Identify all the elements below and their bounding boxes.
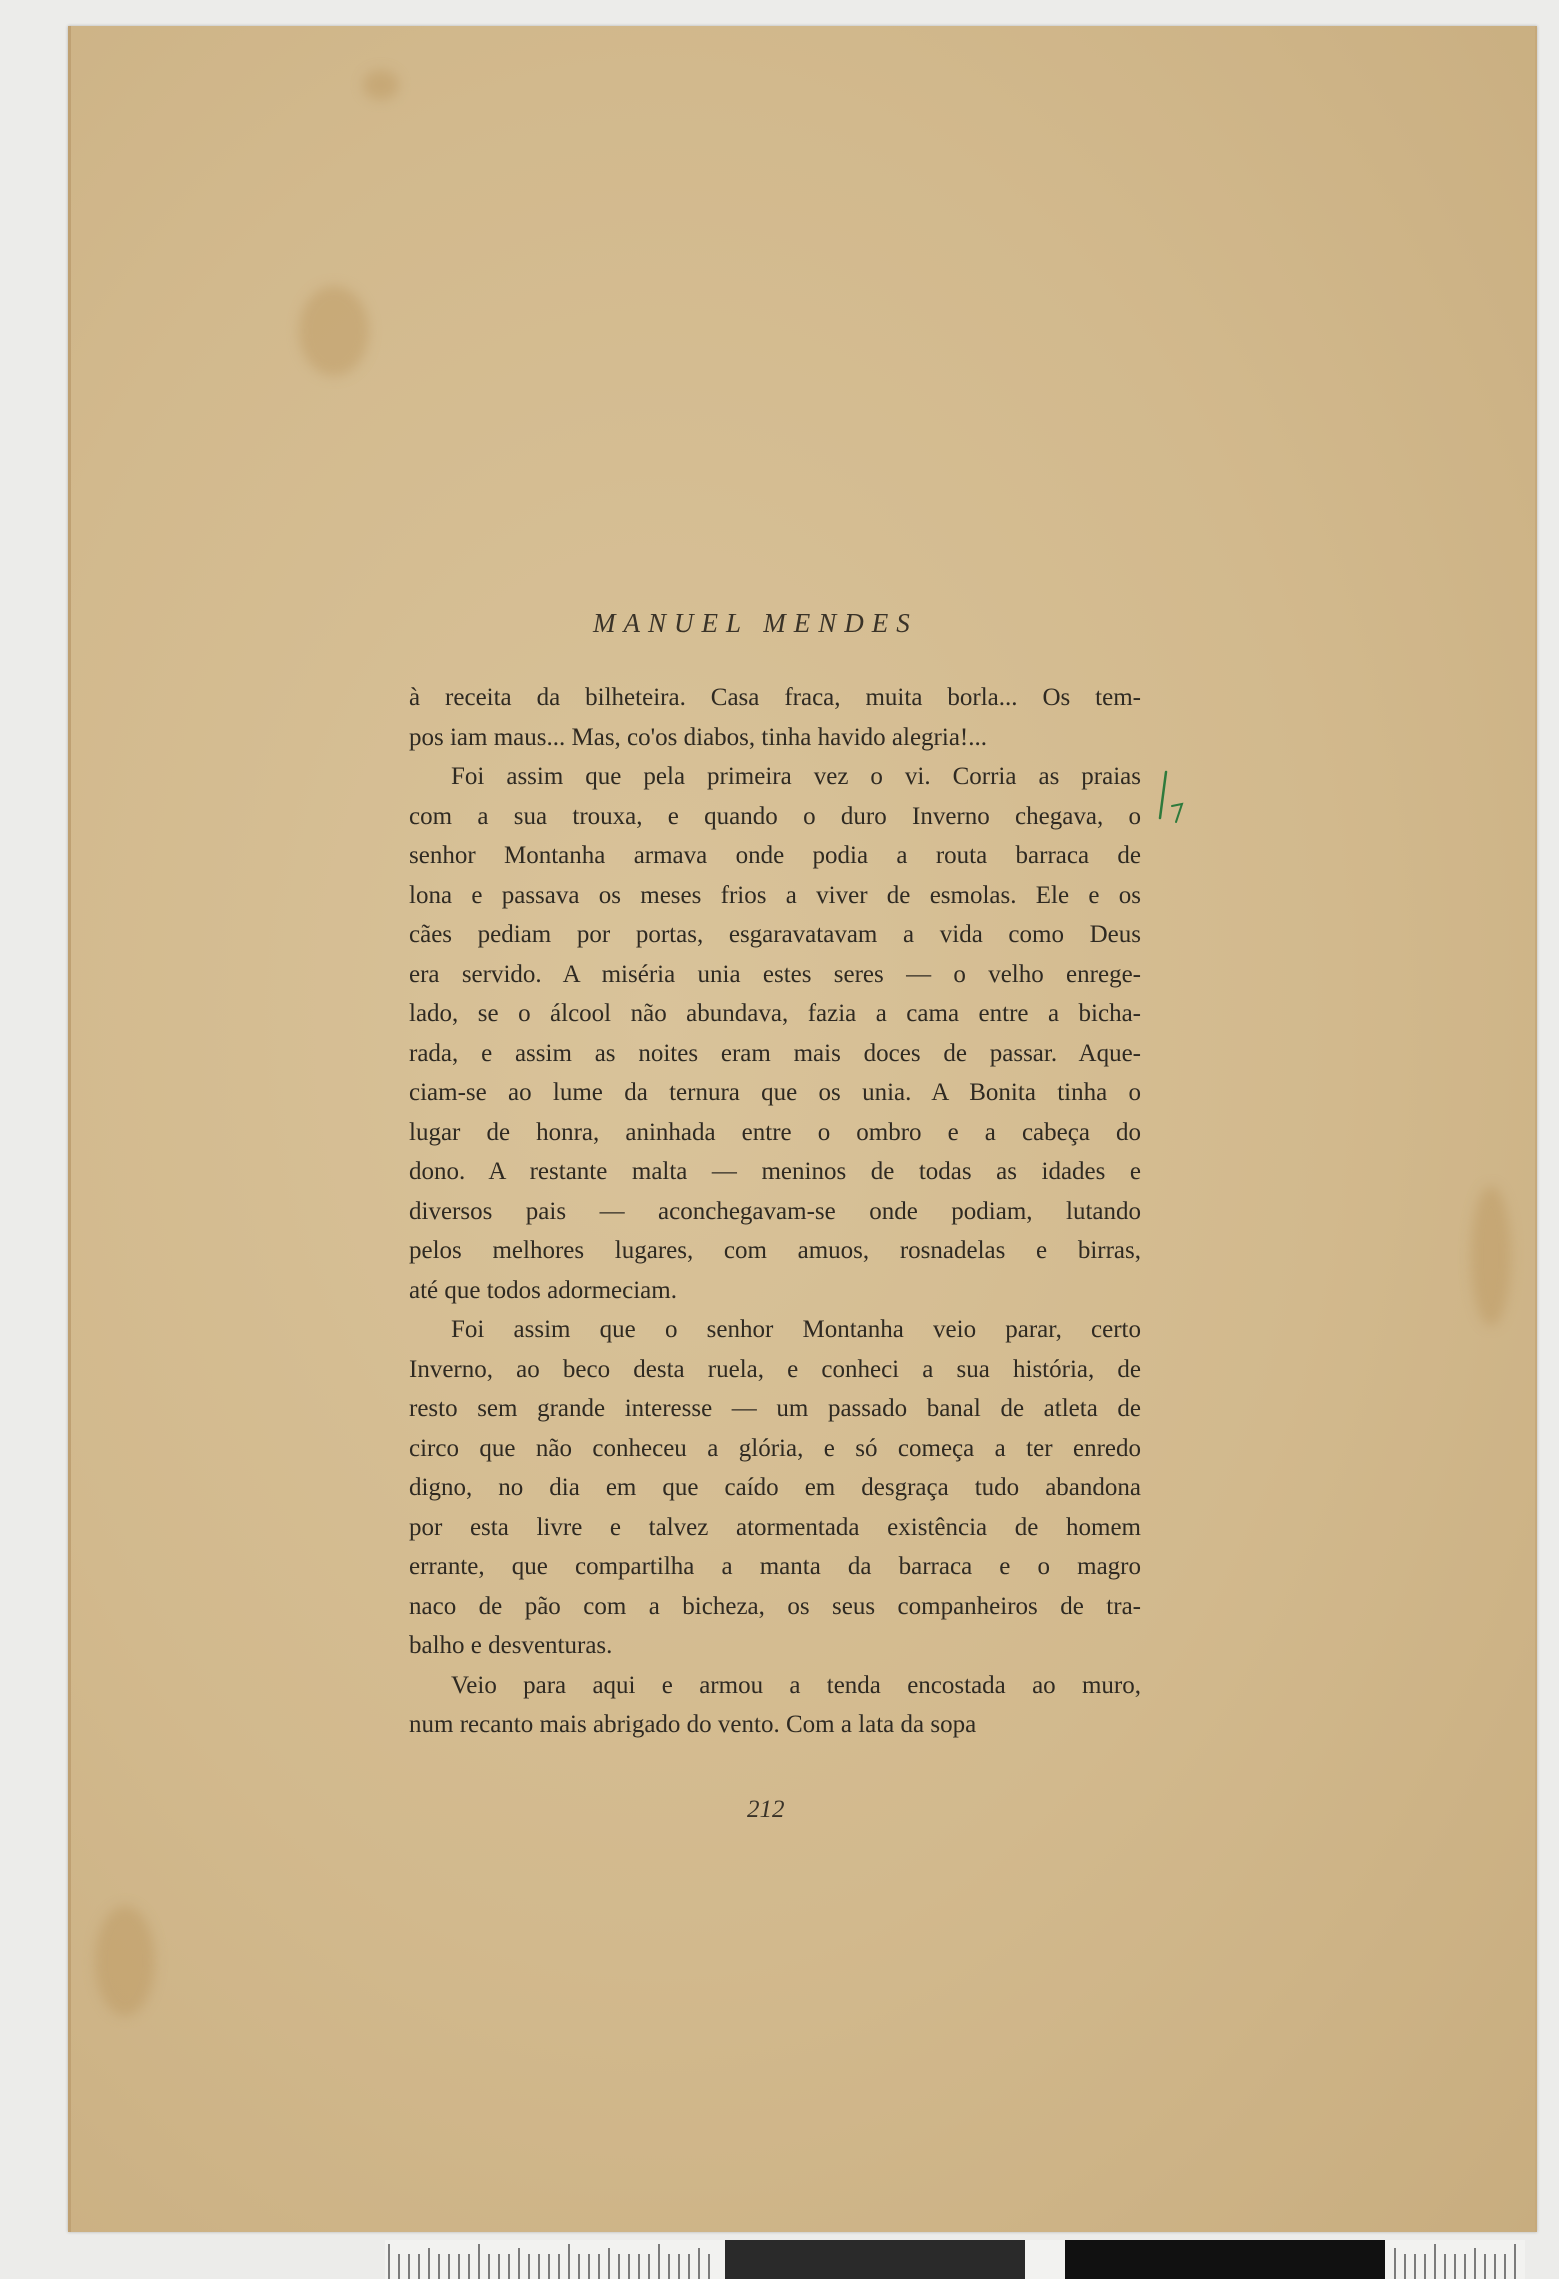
paper-stain (363, 70, 399, 100)
paper-stain (95, 1906, 155, 2016)
text-line: à receita da bilheteira. Casa fraca, muita borla... Os tem- (409, 684, 1141, 711)
paper-sheet (68, 26, 1537, 2232)
text-line: rada, e assim as noites eram mais doces de passar. Aque- (409, 1039, 1141, 1067)
paper-stain (299, 286, 369, 376)
text-line: até que todos adormeciam. (409, 1276, 677, 1304)
text-line: balho e desventuras. (409, 1632, 613, 1659)
text-line: num recanto mais abrigado do vento. Com a lata da sopa (409, 1711, 977, 1738)
text-line: pos iam maus... Mas, co'os diabos, tinha havido alegria!... (409, 723, 988, 751)
paragraph-3 (409, 1310, 1141, 1666)
text-line: lona e passava os meses frios a viver de esmolas. Ele e os (409, 881, 1141, 909)
paper-stain (1471, 1186, 1511, 1326)
text-line: dono. A restante malta — meninos de todas as idades e (409, 1158, 1141, 1185)
paragraph-2 (409, 757, 1141, 1310)
text-line: senhor Montanha armava onde podia a routa barraca de (409, 842, 1141, 869)
paragraph-4 (409, 1666, 1141, 1745)
text-line: resto sem grande interesse — um passado banal de atleta de (409, 1395, 1141, 1422)
text-line: naco de pão com a bicheza, os seus companheiros de tra- (409, 1592, 1141, 1620)
text-line: diversos pais — aconchegavam-se onde podiam, lutando (409, 1197, 1141, 1225)
body-text (409, 678, 1141, 1745)
text-line: circo que não conheceu a glória, e só começa a ter enredo (409, 1434, 1141, 1462)
text-line: com a sua trouxa, e quando o duro Inverno chegava, o (409, 802, 1141, 830)
text-line: pelos melhores lugares, com amuos, rosnadelas e birras, (409, 1237, 1141, 1264)
text-line: Foi assim que pela primeira vez o vi. Corria as praias (451, 763, 1141, 790)
paragraph-1 (409, 678, 1141, 757)
text-line: Veio para aqui e armou a tenda encostada ao muro, (451, 1671, 1141, 1699)
text-line: digno, no dia em que caído em desgraça tudo abandona (409, 1474, 1141, 1501)
text-line: errante, que compartilha a manta da barraca e o magro (409, 1553, 1141, 1580)
text-line: lado, se o álcool não abundava, fazia a cama entre a bicha- (409, 1000, 1141, 1027)
text-line: ciam-se ao lume da ternura que os unia. A Bonita tinha o (409, 1079, 1141, 1106)
text-line: era servido. A miséria unia estes seres — o velho enrege- (409, 960, 1141, 988)
text-line: cães pediam por portas, esgaravatavam a vida como Deus (409, 921, 1141, 948)
text-line: por esta livre e talvez atormentada existência de homem (409, 1513, 1141, 1541)
text-line: Foi assim que o senhor Montanha veio parar, certo (451, 1316, 1141, 1343)
page-number: 212 (747, 1796, 785, 1823)
color-scale-bar (385, 2240, 1525, 2279)
text-line: Inverno, ao beco desta ruela, e conheci a sua história, de (409, 1355, 1141, 1383)
text-line: lugar de honra, aninhada entre o ombro e a cabeça do (409, 1118, 1141, 1146)
pencil-margin-mark-icon (1152, 768, 1192, 828)
running-head: MANUEL MENDES (593, 608, 918, 638)
